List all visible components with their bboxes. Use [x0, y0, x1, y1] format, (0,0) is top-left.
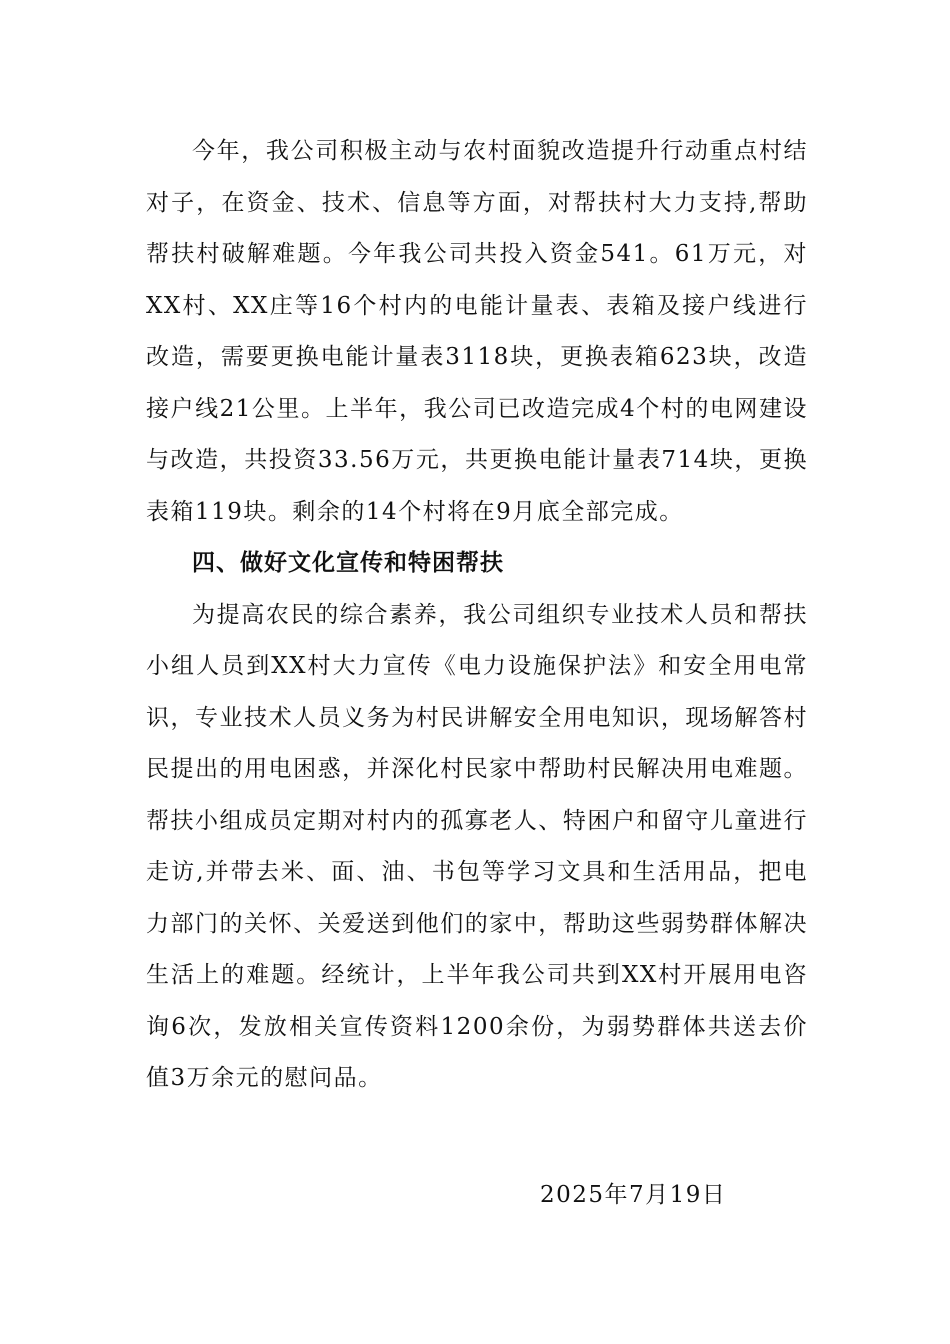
document-body — [146, 126, 808, 1105]
document-date: 2025年7月19日 — [540, 1182, 727, 1208]
section-heading-culture-and-aid: 四、做好文化宣传和特困帮扶 — [192, 550, 504, 576]
paragraph-publicity-and-assistance: 为提高农民的综合素养，我公司组织专业技术人员和帮扶小组人员到XX村大力宣传《电力设施保护法》和安全用电常识，专业技术人员义务为村民讲解安全用电知识，现场解答村民提出的用电困惑，并深化村民家中帮助村民解决用电难题。帮扶小组成员定期对村内的孤寡老人、特困户和留守儿童进行走访,并带去米、面、油、书包等学习文具和生活用品，把电力部门的关怀、关爱送到他们的家中，帮助这些弱势群体解决生活上的难题。经统计，上半年我公司共到XX村开展用电咨询6次，发放相关宣传资料1200余份，为弱势群体共送去价值3万余元的慰问品。 — [146, 601, 808, 1091]
paragraph-rural-grid-upgrade: 今年，我公司积极主动与农村面貌改造提升行动重点村结对子，在资金、技术、信息等方面，对帮扶村大力支持,帮助帮扶村破解难题。今年我公司共投入资金541。61万元，对XX村、XX庄等16个村内的电能计量表、表箱及接户线进行改造，需要更换电能计量表3118块，更换表箱623块，改造接户线21公里。上半年，我公司已改造完成4个村的电网建设与改造，共投资33.56万元，共更换电能计量表714块，更换表箱119块。剩余的14个村将在9月底全部完成。 — [146, 138, 808, 525]
